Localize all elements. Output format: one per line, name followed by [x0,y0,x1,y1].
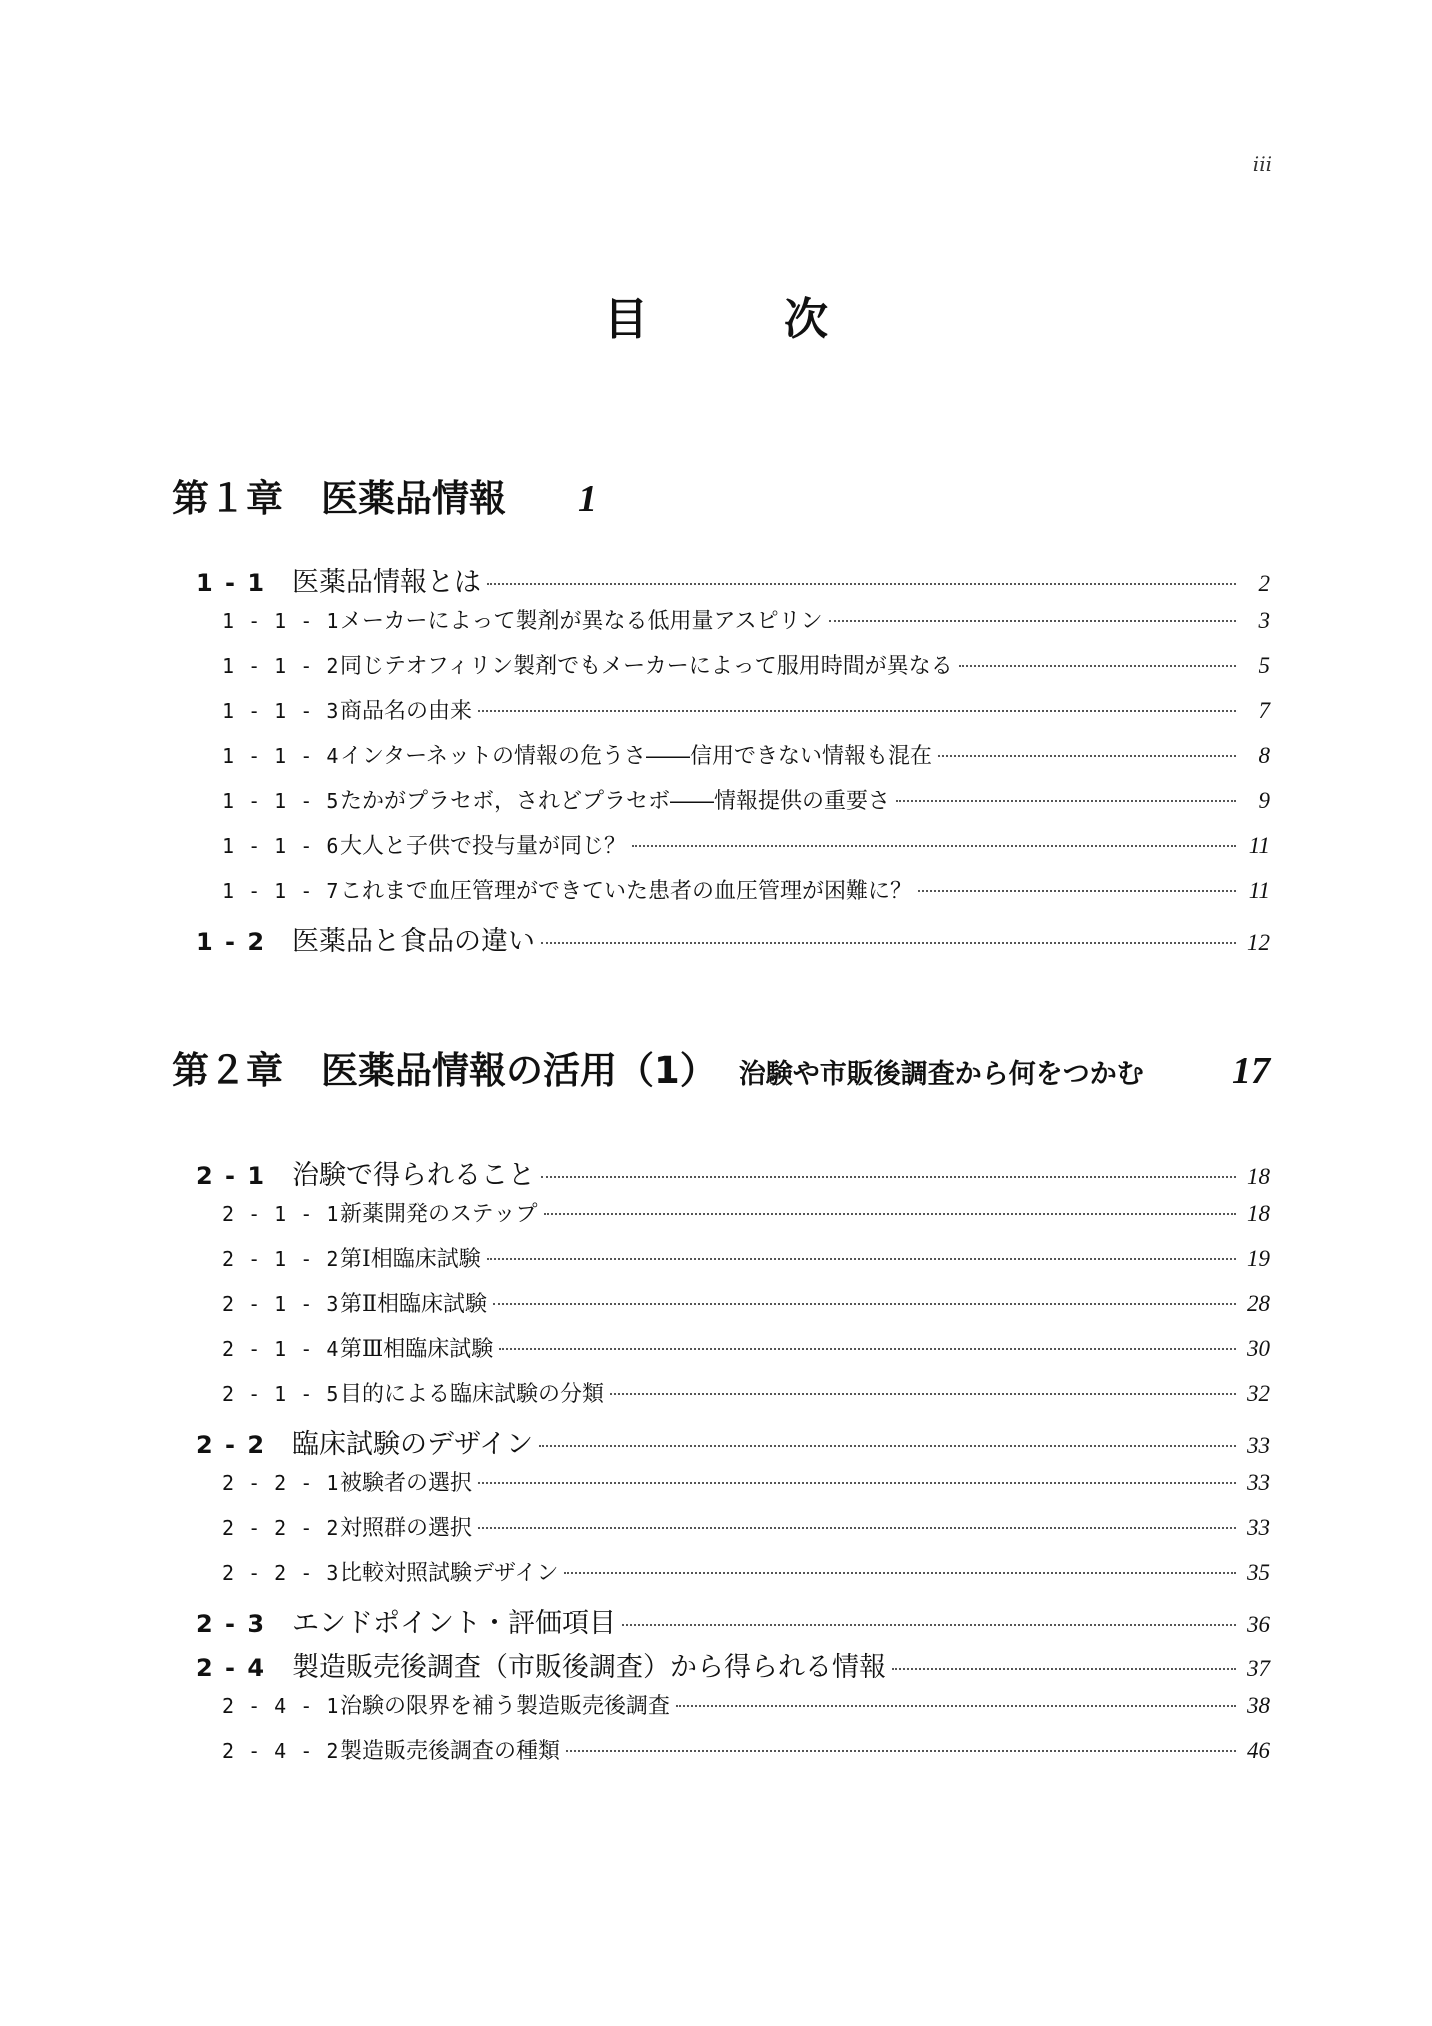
dot-leader [487,583,1236,585]
chapter-page: 17 [1232,1050,1270,1092]
toc-subsection-entry [222,739,1270,770]
dot-leader [539,1445,1236,1447]
toc-section-entry [196,1153,1270,1192]
dot-leader [499,1348,1236,1350]
entry-title: これまで血圧管理ができていた患者の血圧管理が困難に？ [340,879,913,904]
entry-number: 1 - 1 - 3 [222,699,340,723]
toc-section-entry [196,1422,1270,1461]
entry-page: 32 [1247,1381,1270,1406]
toc-subsection-entry [222,1287,1270,1318]
entry-number: 1 - 2 [196,928,267,956]
entry-title: 大人と子供で投与量が同じ？ [340,834,627,859]
toc-subsection-entry [222,1734,1270,1765]
entry-page: 5 [1258,653,1270,678]
entry-title: 比較対照試験デザイン [340,1561,559,1586]
toc-subsection-entry [222,604,1270,635]
entry-title: 治験の限界を補う製造販売後調査 [340,1694,671,1719]
entry-page: 9 [1258,788,1270,813]
entry-page: 35 [1247,1560,1270,1585]
entry-page: 38 [1247,1693,1270,1718]
chapter-label: 第２章 [172,1049,283,1092]
entry-number: 1 - 1 - 6 [222,834,340,858]
dot-leader [892,1668,1236,1670]
entry-title: 製造販売後調査の種類 [340,1739,561,1764]
toc-section-entry [196,1601,1270,1640]
toc-subsection-entry [222,1242,1270,1273]
entry-number: 2 - 1 - 1 [222,1202,340,1226]
entry-title: 対照群の選択 [340,1516,473,1541]
entry-page: 11 [1248,833,1270,858]
entry-page: 18 [1247,1164,1270,1189]
entry-title: 第Ⅲ相臨床試験 [340,1337,494,1362]
entry-number: 1 - 1 - 4 [222,744,340,768]
entry-title: 医薬品と食品の違い [292,926,535,957]
chapter-title: 医薬品情報 [321,477,506,520]
entry-title: 被験者の選択 [340,1471,473,1496]
entry-page: 33 [1247,1433,1270,1458]
dot-leader [564,1572,1236,1574]
toc-section-entry [196,560,1270,599]
toc-subsection-entry [222,1466,1270,1497]
entry-number: 1 - 1 - 5 [222,789,340,813]
dot-leader [478,1527,1236,1529]
dot-leader [938,755,1236,757]
chapter-label: 第１章 [172,477,283,520]
entry-title: インターネットの情報の危うさ――信用できない情報も混在 [340,744,933,769]
entry-page: 33 [1247,1470,1270,1495]
toc-section-entry [196,1645,1270,1684]
toc-subsection-entry [222,694,1270,725]
entry-number: 2 - 1 - 5 [222,1382,340,1406]
entry-number: 2 - 2 [196,1431,267,1459]
entry-page: 37 [1247,1656,1270,1681]
page-number: iii [1252,152,1272,176]
entry-number: 2 - 4 - 1 [222,1694,340,1718]
entry-title: 臨床試験のデザイン [292,1429,534,1460]
toc-subsection-entry [222,874,1270,905]
dot-leader [610,1393,1236,1395]
entry-number: 1 - 1 - 2 [222,654,340,678]
dot-leader [566,1750,1236,1752]
entry-title: 治験で得られること [292,1160,535,1191]
dot-leader [676,1705,1236,1707]
toc-subsection-entry [222,1689,1270,1720]
dot-leader [632,845,1236,847]
entry-number: 1 - 1 - 7 [222,879,340,903]
entry-number: 1 - 1 - 1 [222,609,340,633]
toc-subsection-entry [222,1377,1270,1408]
dot-leader [541,1176,1236,1178]
dot-leader [478,1482,1236,1484]
entry-page: 36 [1247,1612,1270,1637]
entry-title: 医薬品情報とは [292,567,481,598]
entry-title: 新薬開発のステップ [340,1202,538,1227]
entry-page: 7 [1258,698,1270,723]
entry-title: 同じテオフィリン製剤でもメーカーによって服用時間が異なる [340,654,953,679]
entry-number: 2 - 1 [196,1162,267,1190]
chapter-heading-2 [172,1040,1270,1094]
entry-number: 2 - 3 [196,1610,267,1638]
toc-subsection-entry [222,1511,1270,1542]
toc-subsection-entry [222,784,1270,815]
toc-subsection-entry [222,1197,1270,1228]
entry-number: 1 - 1 [196,569,267,597]
chapter-heading-1 [172,468,1270,522]
entry-number: 2 - 4 [196,1654,267,1682]
entry-title: エンドポイント・評価項目 [292,1608,616,1639]
entry-page: 18 [1247,1201,1270,1226]
entry-title: 第Ⅰ相臨床試験 [340,1247,481,1272]
entry-page: 11 [1248,878,1270,903]
dot-leader [959,665,1236,667]
entry-title: 商品名の由来 [340,699,473,724]
entry-page: 2 [1258,571,1270,596]
entry-page: 8 [1258,743,1270,768]
dot-leader [544,1213,1236,1215]
entry-title: 製造販売後調査（市販後調査）から得られる情報 [292,1652,886,1683]
dot-leader [541,942,1236,944]
entry-number: 2 - 4 - 2 [222,1739,340,1763]
chapter-page: 1 [578,478,597,520]
dot-leader [493,1303,1236,1305]
entry-page: 30 [1247,1336,1270,1361]
dot-leader [478,710,1236,712]
dot-leader [622,1624,1236,1626]
entry-number: 2 - 1 - 2 [222,1247,340,1271]
dot-leader [487,1258,1236,1260]
dot-leader [829,620,1236,622]
toc-subsection-entry [222,1332,1270,1363]
entry-number: 2 - 1 - 4 [222,1337,340,1361]
entry-title: 目的による臨床試験の分類 [340,1382,605,1407]
entry-number: 2 - 1 - 3 [222,1292,340,1316]
chapter-title: 医薬品情報の活用（1） [321,1049,717,1092]
entry-page: 46 [1247,1738,1270,1763]
entry-page: 19 [1247,1246,1270,1271]
toc-subsection-entry [222,649,1270,680]
entry-page: 28 [1247,1291,1270,1316]
dot-leader [896,800,1236,802]
entry-number: 2 - 2 - 3 [222,1561,340,1585]
entry-title: たかがプラセボ，されどプラセボ――情報提供の重要さ [340,789,891,814]
entry-page: 33 [1247,1515,1270,1540]
entry-title: メーカーによって製剤が異なる低用量アスピリン [340,609,823,634]
page-title: 目 次 [604,294,874,345]
dot-leader [918,890,1236,892]
entry-page: 3 [1258,608,1270,633]
toc-subsection-entry [222,829,1270,860]
entry-page: 12 [1247,930,1270,955]
entry-title: 第Ⅱ相臨床試験 [340,1292,487,1317]
entry-number: 2 - 2 - 2 [222,1516,340,1540]
entry-number: 2 - 2 - 1 [222,1471,340,1495]
chapter-subtitle: 治験や市販後調査から何をつかむ [738,1059,1144,1090]
toc-section-entry [196,919,1270,958]
toc-subsection-entry [222,1556,1270,1587]
